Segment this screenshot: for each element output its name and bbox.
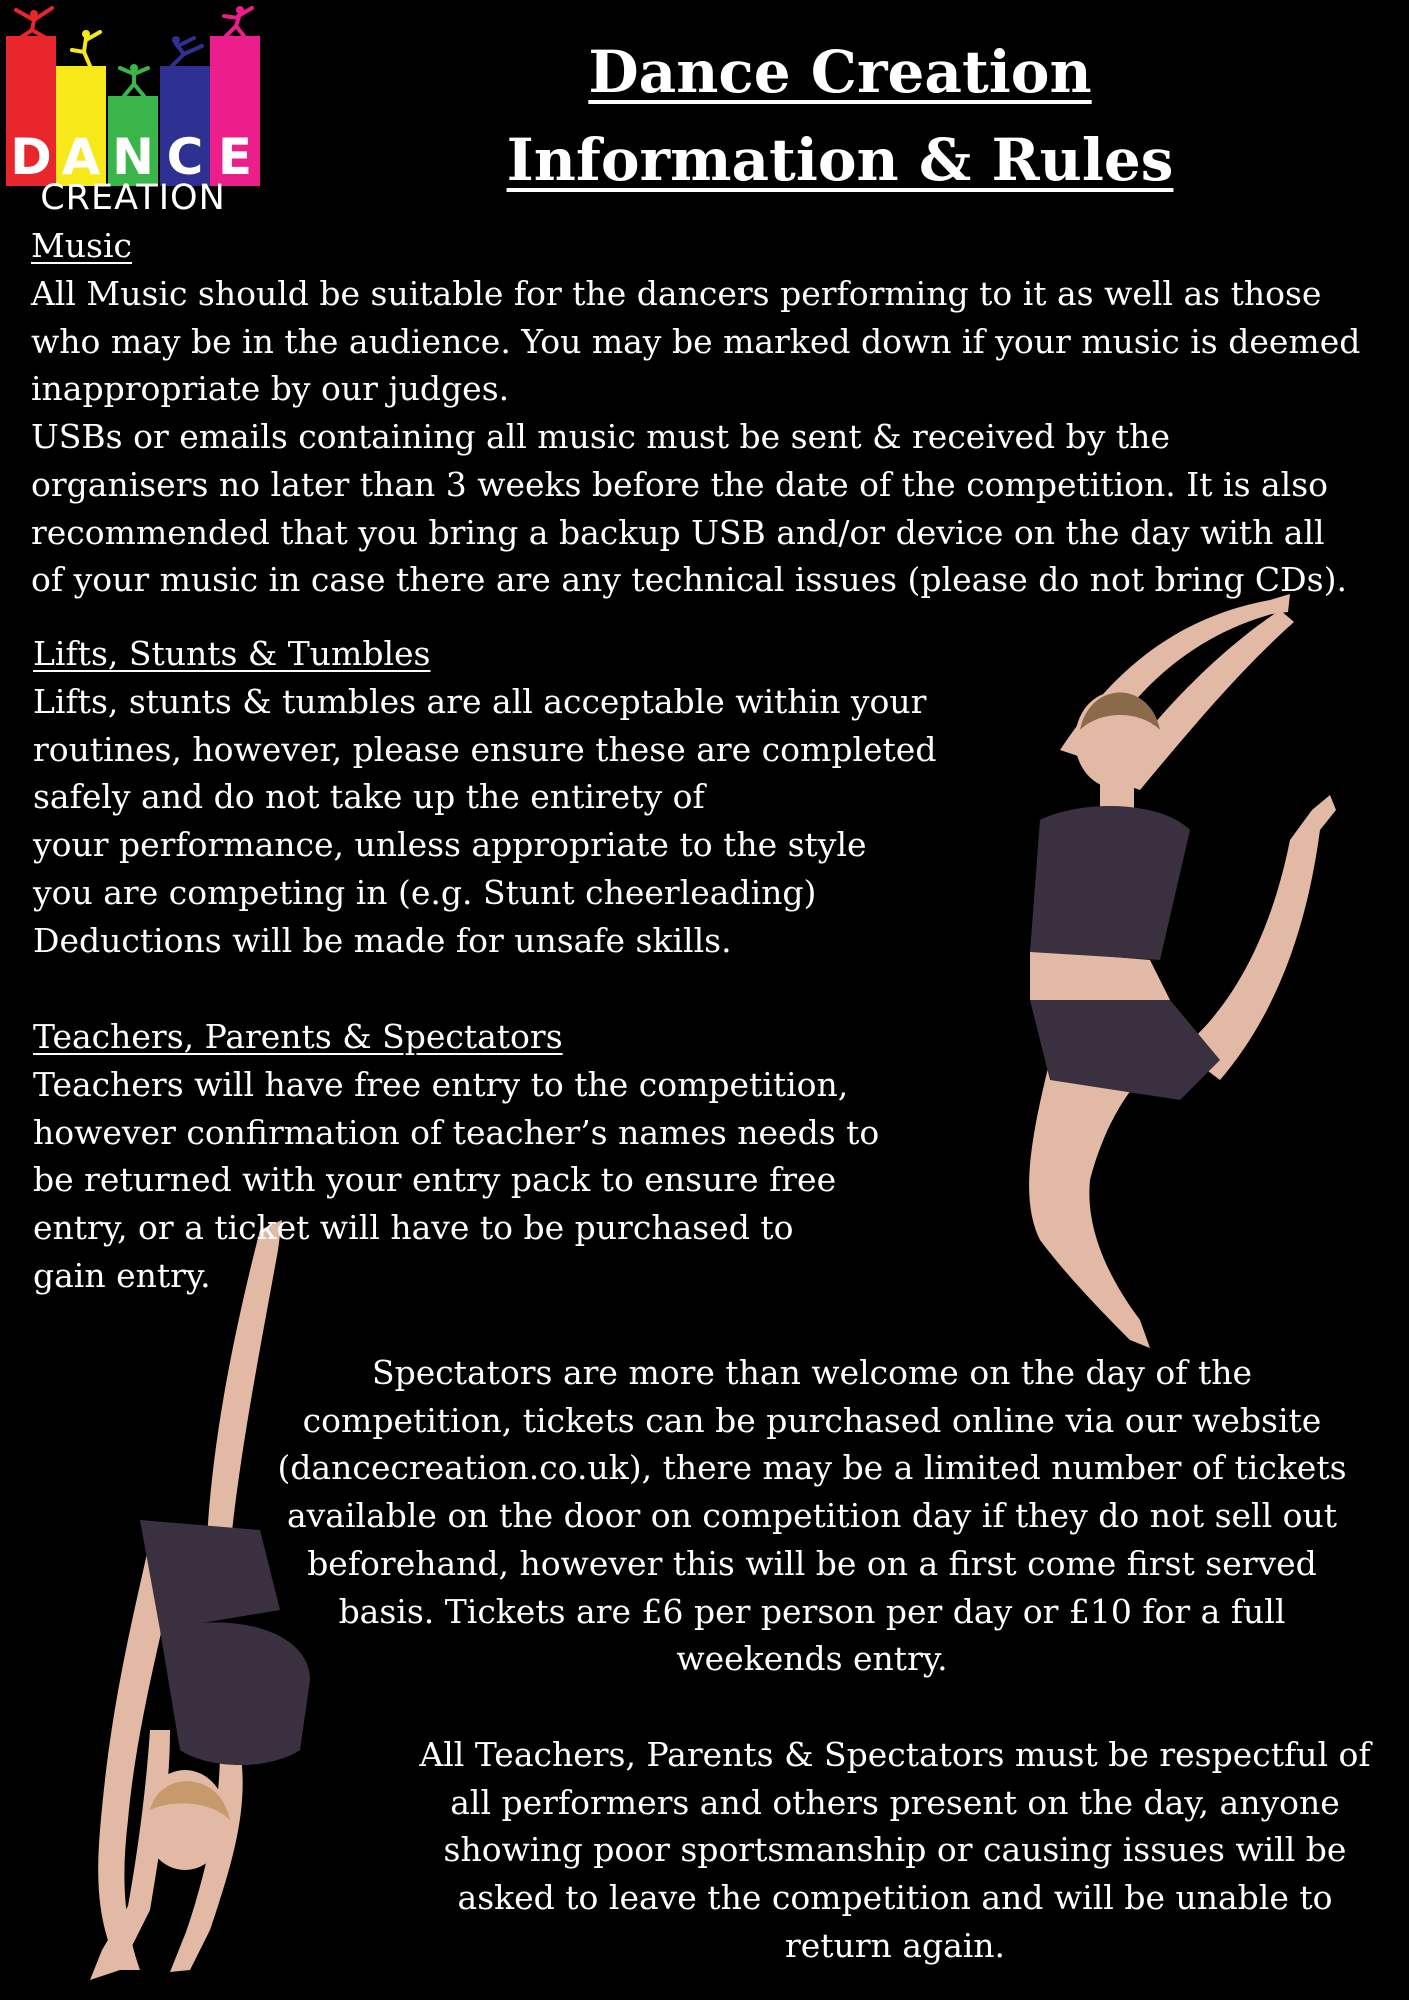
music-line: who may be in the audience. You may be marked down if your music is deemed (31, 321, 1361, 361)
teachers-line: however confirmation of teacher’s names needs to (33, 1112, 880, 1152)
music-line: recommended that you bring a backup USB and/or device on the day with all (31, 512, 1325, 552)
lifts-paragraph (33, 678, 936, 964)
leaping-dancer-image (990, 580, 1390, 1360)
teachers-heading: Teachers, Parents & Spectators (33, 1017, 563, 1056)
spectators-line: Spectators are more than welcome on the day of the (371, 1353, 1253, 1392)
spectators-line: available on the door on competition day if they do not sell out (286, 1496, 1338, 1536)
logo-word: CREATION (40, 178, 226, 218)
lifts-line: Deductions will be made for unsafe skills. (33, 920, 732, 960)
spectators-paragraph (252, 1349, 1372, 1683)
logo-letter-e: E (217, 128, 253, 186)
spectators-line: (dancecreation.co.uk), there may be a limited number of tickets (277, 1448, 1347, 1488)
logo-dancer-blue-icon (164, 32, 208, 68)
logo-letter-d: D (10, 128, 52, 186)
teachers-line: Teachers will have free entry to the competition, (33, 1065, 849, 1104)
lifts-line: you are competing in (e.g. Stunt cheerleading) (33, 872, 817, 912)
respect-line: return again. (784, 1925, 1006, 1965)
music-paragraph (31, 270, 1360, 604)
logo-letter-c: C (166, 128, 204, 186)
respect-line: All Teachers, Parents & Spectators must be respectful of (419, 1735, 1371, 1774)
title-line-2: Information & Rules (506, 126, 1174, 194)
spectators-line: basis. Tickets are £6 per person per day or £10 for a full (338, 1591, 1286, 1631)
music-line: All Music should be suitable for the dancers performing to it as well as those (31, 274, 1322, 313)
logo-letter-n: N (112, 128, 154, 186)
lifts-line: your performance, unless appropriate to the style (33, 825, 867, 865)
teachers-line: be returned with your entry pack to ensure free (33, 1160, 837, 1200)
music-heading: Music (31, 226, 133, 265)
respect-paragraph (390, 1731, 1400, 1970)
logo-dancer-red-icon (12, 6, 56, 40)
music-line: organisers no later than 3 weeks before the date of the competition. It is also (31, 464, 1329, 504)
music-line: USBs or emails containing all music must be sent & received by the (31, 417, 1170, 457)
respect-line: showing poor sportsmanship or causing issues will be (443, 1830, 1347, 1870)
music-line: inappropriate by our judges. (31, 369, 510, 409)
dance-creation-logo (4, 4, 262, 216)
logo-letter-a: A (61, 128, 101, 186)
respect-line: asked to leave the competition and will be unable to (457, 1878, 1333, 1918)
lifts-line: routines, however, please ensure these are completed (33, 729, 937, 769)
lifts-line: safely and do not take up the entirety of (33, 777, 705, 817)
music-line: of your music in case there are any technical issues (please do not bring CDs). (31, 560, 1347, 600)
spectators-line: beforehand, however this will be on a first come first served (307, 1543, 1317, 1583)
logo-dancer-pink-icon (216, 4, 256, 38)
respect-line: all performers and others present on the day, anyone (450, 1782, 1340, 1822)
teachers-paragraph (33, 1061, 879, 1300)
teachers-line: gain entry. (33, 1255, 211, 1295)
lifts-heading: Lifts, Stunts & Tumbles (33, 634, 431, 673)
page-title (470, 28, 1210, 204)
teachers-line: entry, or a ticket will have to be purchased to (33, 1208, 794, 1248)
title-line-1: Dance Creation (588, 38, 1092, 106)
logo-dancer-green-icon (114, 62, 154, 98)
logo-dancer-yellow-icon (64, 28, 104, 68)
spectators-line: weekends entry. (676, 1639, 948, 1679)
lifts-line: Lifts, stunts & tumbles are all acceptable within your (33, 682, 927, 721)
spectators-line: competition, tickets can be purchased online via our website (302, 1400, 1322, 1440)
